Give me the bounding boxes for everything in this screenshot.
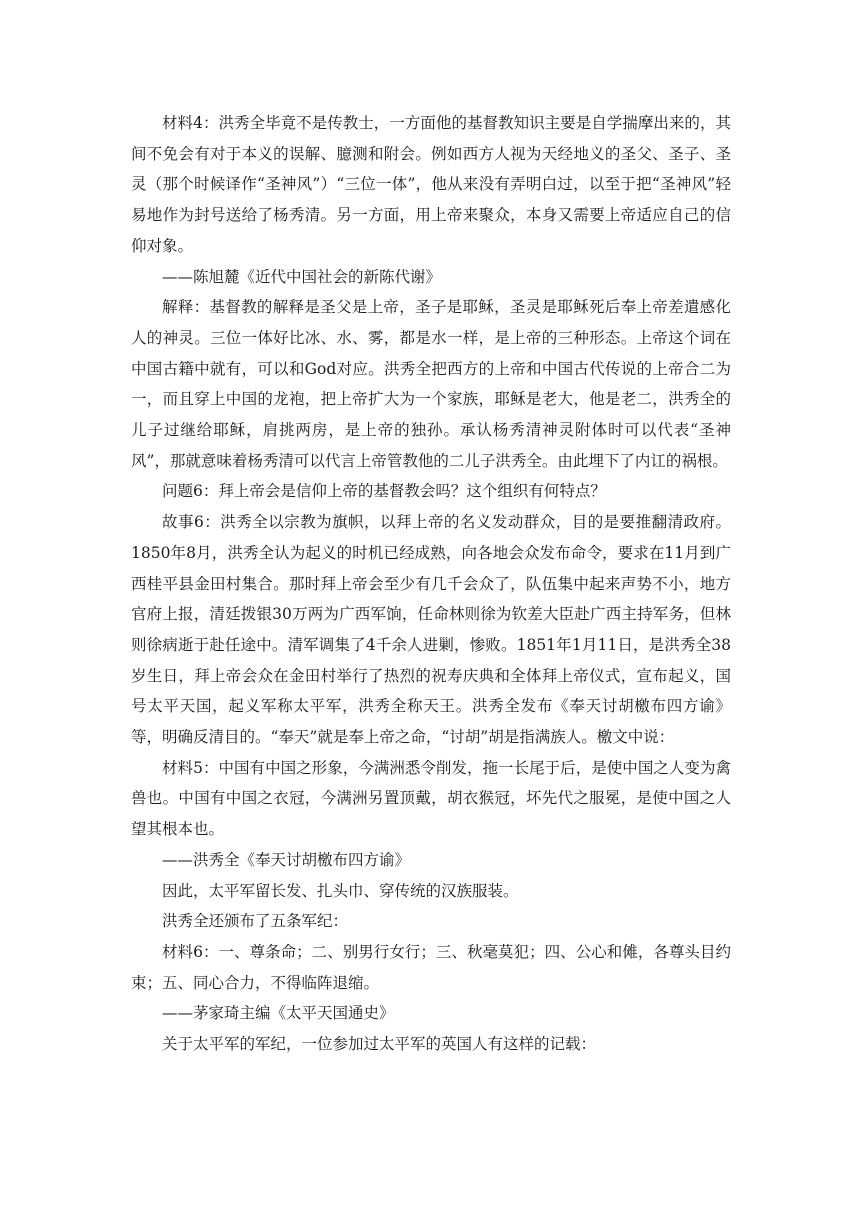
material-6-paragraph: 材料6：一、尊条命；二、别男行女行；三、秋毫莫犯；四、公心和傩，各尊头目约束；五、同心合力，不得临阵退缩。 (131, 942, 731, 992)
material-4-paragraph: 材料4：洪秀全毕竟不是传教士，一方面他的基督教知识主要是自学揣摩出来的，其间不免会有对于本义的误解、臆测和附会。例如西方人视为天经地义的圣父、圣子、圣灵（那个时候译作“圣神风”）“三位一体”，他从来没有弄明白过，以至于把“圣神风”轻易地作为封号送给了杨秀清。另一方面，用上帝来聚众，本身又需要上帝适应自己的信仰对象。 (131, 114, 731, 255)
military-discipline-intro: 洪秀全还颁布了五条军纪： (162, 912, 349, 931)
material-4-source: ——陈旭麓《近代中国社会的新陈代谢》 (162, 267, 442, 286)
question-6-paragraph: 问题6：拜上帝会是信仰上帝的基督教会吗？这个组织有何特点？ (162, 482, 606, 501)
document-body (131, 108, 731, 1060)
material-6-source: ——茅家琦主编《太平天国通史》 (162, 1004, 395, 1023)
material-5-paragraph: 材料5：中国有中国之形象，今满洲悉令削发，拖一长尾于后，是使中国之人变为禽兽也。中国有中国之衣冠，今满洲另置顶戴，胡衣猴冠，坏先代之服冕，是使中国之人望其根本也。 (131, 758, 731, 839)
story-6-paragraph: 故事6：洪秀全以宗教为旗帜，以拜上帝的名义发动群众，目的是要推翻清政府。1850年8月，洪秀全认为起义的时机已经成熟，向各地会众发布命令，要求在11月到广西桂平县金田村集合。那时拜上帝会至少有几千会众了，队伍集中起来声势不小，地方官府上报，清廷拨银30万两为广西军饷，任命林则徐为钦差大臣赴广西主持军务，但林则徐病逝于赴任途中。清军调集了4千余人进剿，惨败。1851年1月11日，是洪秀全38岁生日，拜上帝会众在金田村举行了热烈的祝寿庆典和全体拜上帝仪式，宣布起义，国号太平天国，起义军称太平军，洪秀全称天王。洪秀全发布《奉天讨胡檄布四方谕》等，明确反清目的。“奉天”就是奉上帝之命，“讨胡”胡是指满族人。檄文中说： (131, 513, 731, 747)
material-5-source: ——洪秀全《奉天讨胡檄布四方谕》 (162, 850, 411, 869)
british-record-intro: 关于太平军的军纪，一位参加过太平军的英国人有这样的记载： (162, 1035, 597, 1054)
hair-clothing-paragraph: 因此，太平军留长发、扎头巾、穿传统的汉族服装。 (162, 881, 519, 900)
explanation-paragraph: 解释：基督教的解释是圣父是上帝，圣子是耶稣，圣灵是耶稣死后奉上帝差遣感化人的神灵。三位一体好比冰、水、雾，都是水一样，是上帝的三种形态。上帝这个词在中国古籍中就有，可以和God对应。洪秀全把西方的上帝和中国古代传说的上帝合二为一，而且穿上中国的龙袍，把上帝扩大为一个家族，耶稣是老大，他是老二，洪秀全的儿子过继给耶稣，肩挑两房，是上帝的独孙。承认杨秀清神灵附体时可以代表“圣神风”，那就意味着杨秀清可以代言上帝管教他的二儿子洪秀全。由此埋下了内讧的祸根。 (131, 298, 731, 470)
